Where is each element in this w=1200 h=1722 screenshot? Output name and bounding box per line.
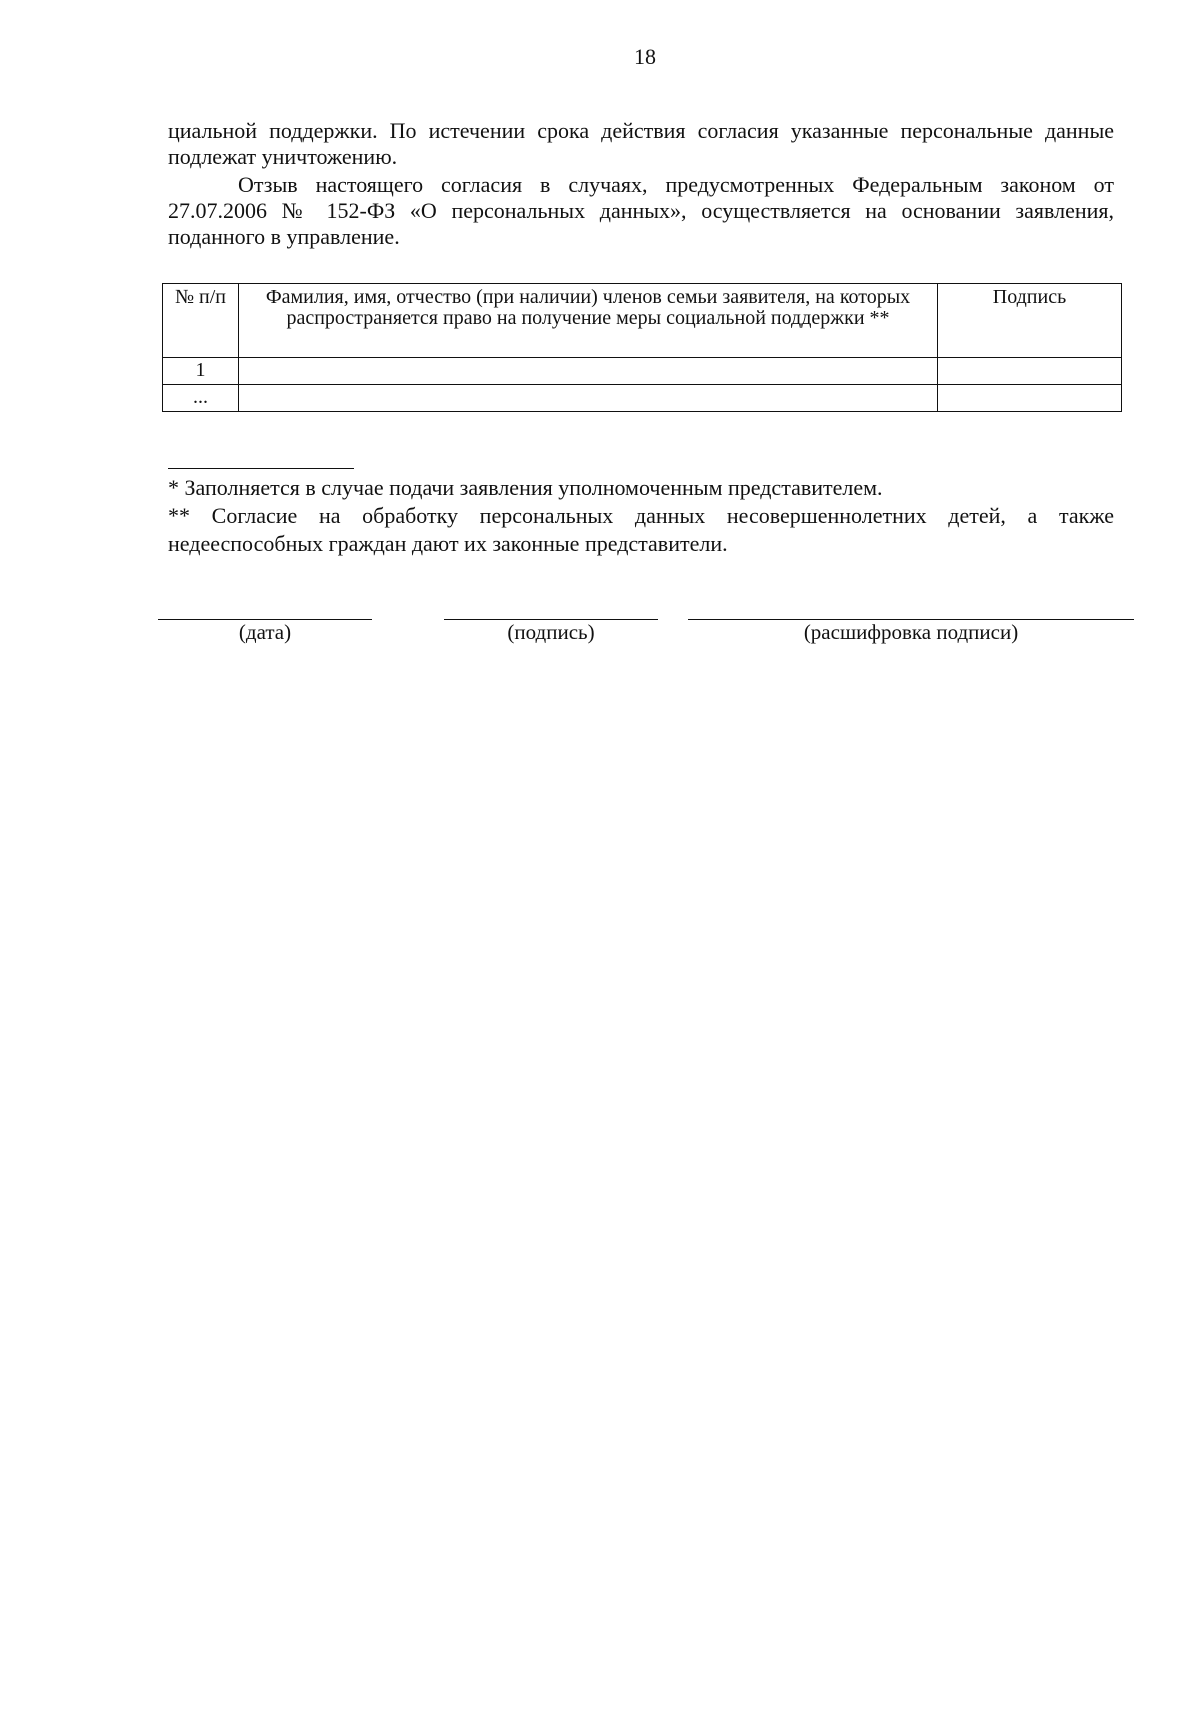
footnote-1: * Заполняется в случае подачи заявления уполномоченным представителем. [168, 475, 883, 500]
body-paragraph-1 [168, 118, 1114, 170]
date-caption: (дата) [238, 620, 292, 644]
body-paragraph-2 [168, 172, 1114, 250]
cell-number: ... [163, 385, 239, 412]
cell-full-name[interactable] [239, 385, 938, 412]
paragraph-text: циальной поддержки. По истечении срока действия согласия указанные персональные данные подлежат уничтожению. [168, 118, 1114, 169]
paragraph-text: Отзыв настоящего согласия в случаях, предусмотренных Федеральным законом от 27.07.2006 № 152-ФЗ «О персональных данных», осуществляется на основании заявления, поданного в управление. [168, 172, 1114, 249]
header-number: № п/п [163, 284, 239, 358]
header-full-name: Фамилия, имя, отчество (при наличии) членов семьи заявителя, на которых распространяется право на получение меры социальной поддержки ** [239, 284, 938, 358]
cell-full-name[interactable] [239, 358, 938, 385]
family-members-table [162, 283, 1122, 412]
header-signature: Подпись [938, 284, 1122, 358]
page-number: 18 [634, 44, 656, 69]
cell-signature[interactable] [938, 385, 1122, 412]
table-header-row [163, 284, 1122, 358]
footnote-2: ** Согласие на обработку персональных данных несовершеннолетних детей, а также недееспособных граждан дают их законные представители. [168, 503, 1114, 556]
table-row [163, 385, 1122, 412]
footnote-divider [168, 468, 354, 469]
cell-number: 1 [163, 358, 239, 385]
signature-decoding-caption: (расшифровка подписи) [803, 620, 1019, 644]
signature-caption: (подпись) [507, 620, 595, 644]
cell-signature[interactable] [938, 358, 1122, 385]
footnotes [168, 474, 1114, 558]
table-row [163, 358, 1122, 385]
